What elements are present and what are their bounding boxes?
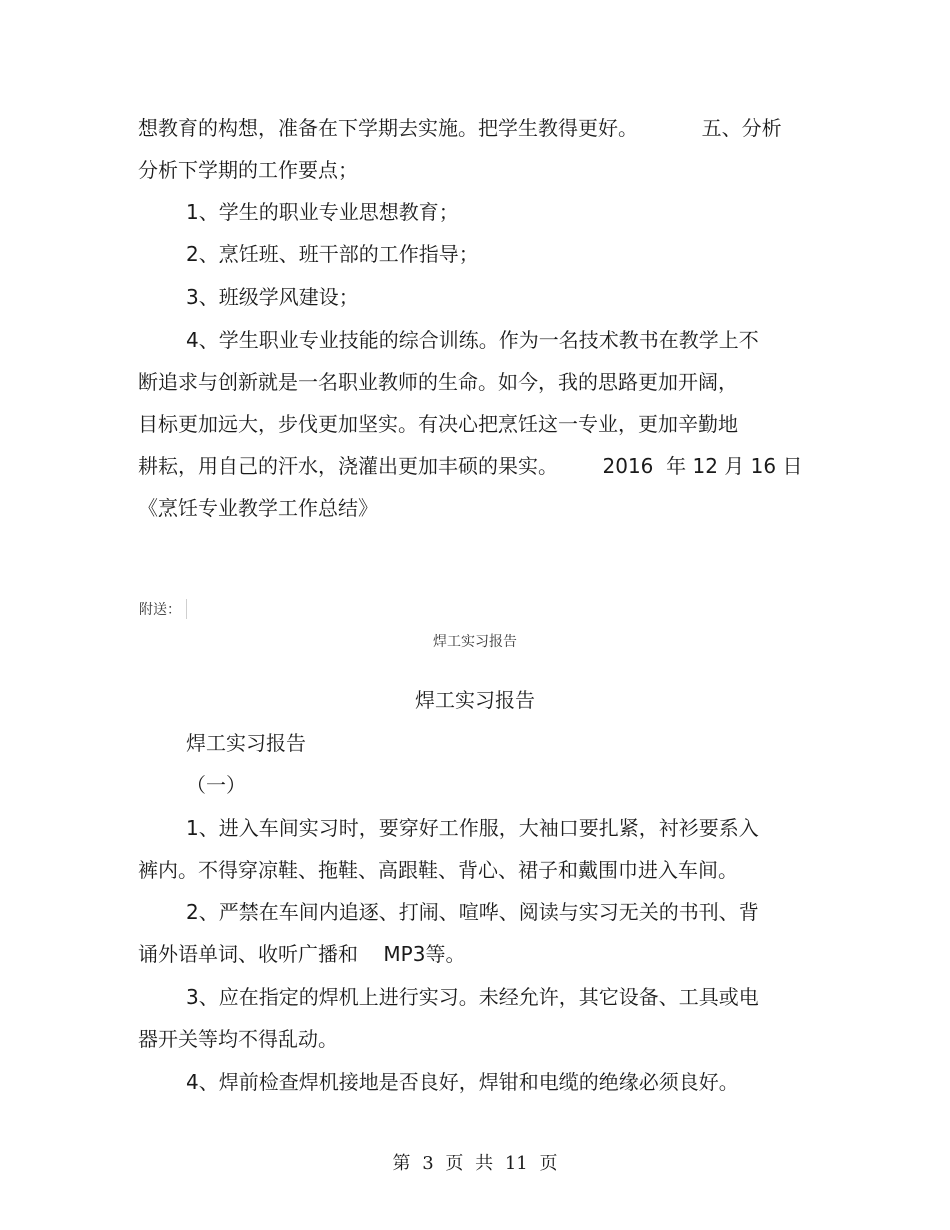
attachment-label: 附送： xyxy=(139,602,181,618)
attachment-subheading: 焊工实习报告 xyxy=(433,634,517,650)
list-item: 2、严禁在车间内追逐、打闹、喧哗、阅读与实习无关的书刊、背 xyxy=(186,900,759,924)
list-item: 4、焊前检查焊机接地是否良好，焊钳和电缆的绝缘必须良好。 xyxy=(186,1070,739,1094)
paragraph-line: 目标更加远大，步伐更加坚实。有决心把烹饪这一专业，更加辛勤地 xyxy=(138,412,738,436)
paragraph-line: 断追求与创新就是一名职业教师的生命。如今，我的思路更加开阔， xyxy=(138,370,738,394)
paragraph-line: 耕耘，用自己的汗水，浇灌出更加丰硕的果实。 2016 年 12 月 16 日 xyxy=(138,454,803,478)
report-section-number: （一） xyxy=(186,773,246,797)
list-item: 1、进入车间实习时，要穿好工作服，大袖口要扎紧，衬衫要系入 xyxy=(186,816,759,840)
list-item: 1、学生的职业专业思想教育； xyxy=(186,200,459,224)
paragraph-line: 诵外语单词、收听广播和 MP3等。 xyxy=(138,942,466,966)
paragraph-line: 裤内。不得穿凉鞋、拖鞋、高跟鞋、背心、裙子和戴围巾进入车间。 xyxy=(138,858,738,882)
list-item: 2、烹饪班、班干部的工作指导； xyxy=(186,242,479,266)
document-title-reference: 《烹饪专业教学工作总结》 xyxy=(138,496,378,520)
report-heading: 焊工实习报告 xyxy=(186,731,306,755)
report-title: 焊工实习报告 xyxy=(415,688,535,712)
list-item: 3、应在指定的焊机上进行实习。未经允许，其它设备、工具或电 xyxy=(186,985,759,1009)
paragraph-line: 器开关等均不得乱动。 xyxy=(138,1027,338,1051)
paragraph-line: 想教育的构想，准备在下学期去实施。把学生教得更好。 五、分析 xyxy=(138,116,782,140)
attachment-divider xyxy=(186,599,189,619)
page-number: 第 3 页 共 11 页 xyxy=(392,1153,558,1174)
list-item: 3、班级学风建设； xyxy=(186,285,359,309)
paragraph-line: 分析下学期的工作要点； xyxy=(138,158,358,182)
list-item: 4、学生职业专业技能的综合训练。作为一名技术教书在教学上不 xyxy=(186,328,759,352)
